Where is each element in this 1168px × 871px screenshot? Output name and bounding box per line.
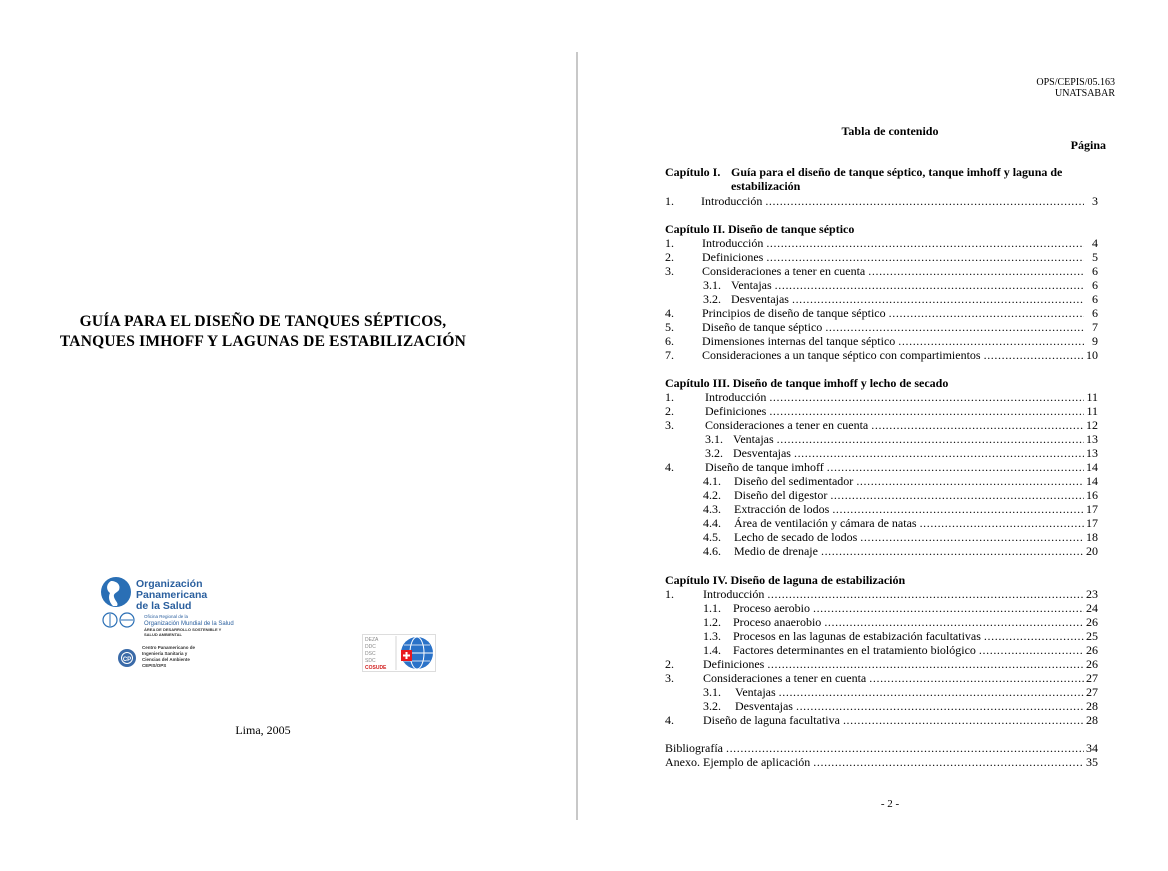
cover-place-date: Lima, 2005 bbox=[235, 723, 291, 737]
toc-entry[interactable]: 4.3. Extracción de lodos ..... 17 bbox=[665, 502, 1098, 516]
page-number: - 2 - bbox=[880, 798, 900, 810]
toc-entry[interactable]: 1.1. Proceso aerobio ..... 24 bbox=[665, 601, 1098, 615]
toc-entry[interactable]: 4. Diseño de tanque imhoff ..... 14 bbox=[665, 460, 1098, 474]
americas-globe-icon bbox=[101, 577, 131, 607]
cepis-line-4: CEPIS/OPS bbox=[142, 663, 167, 668]
toc-entry[interactable]: 5. Diseño de tanque séptico ..... 7 bbox=[665, 320, 1098, 334]
toc-entry[interactable]: 2. Definiciones ..... 5 bbox=[665, 250, 1098, 264]
toc-entry[interactable]: 3.1. Ventajas ..... 13 bbox=[665, 432, 1098, 446]
cover-title bbox=[40, 312, 486, 352]
doc-unit: UNATSABAR bbox=[1054, 88, 1115, 99]
cosude-line-3: DSC bbox=[365, 651, 376, 657]
toc-entry[interactable] bbox=[665, 194, 1098, 208]
cover-title-line-2: TANQUES IMHOFF Y LAGUNAS DE ESTABILIZACIÓN bbox=[59, 333, 467, 350]
cepis-seal-icon bbox=[118, 649, 136, 667]
ops-sub-line-1: Oficina Regional de la bbox=[144, 614, 189, 619]
cepis-line-1: Centro Panamericano de bbox=[142, 645, 196, 650]
cover-title-line-1: GUÍA PARA EL DISEÑO DE TANQUES SÉPTICOS, bbox=[79, 313, 447, 330]
ops-sub-line-2: Organización Mundial de la Salud bbox=[144, 621, 234, 627]
toc-entry[interactable]: 4.4. Área de ventilación y cámara de natas ..... 17 bbox=[665, 516, 1098, 530]
toc-entry[interactable]: 4.1. Diseño del sedimentador ..... 14 bbox=[665, 474, 1098, 488]
cosude-logo bbox=[362, 634, 436, 672]
toc-entry[interactable]: 3.1. Ventajas ..... 27 bbox=[665, 685, 1098, 699]
ops-name-line-3: de la Salud bbox=[136, 600, 192, 612]
ops-logo bbox=[100, 576, 250, 672]
ops-area-line-2: SALUD AMBIENTAL bbox=[144, 632, 182, 637]
toc-page-header: Página bbox=[1070, 138, 1106, 152]
toc-entry[interactable]: 4.5. Lecho de secado de lodos ..... 18 bbox=[665, 530, 1098, 544]
toc-entry[interactable]: 3. Consideraciones a tener en cuenta ..... 12 bbox=[665, 418, 1098, 432]
toc-title: Tabla de contenido bbox=[841, 124, 939, 138]
toc-entry[interactable]: 3.2. Desventajas ..... 6 bbox=[665, 292, 1098, 306]
page-divider bbox=[576, 52, 578, 820]
toc-entry[interactable]: 2. Definiciones ..... 11 bbox=[665, 404, 1098, 418]
toc-entry[interactable]: 3.2. Desventajas ..... 28 bbox=[665, 699, 1098, 713]
ops-area-line-1: ÁREA DE DESARROLLO SOSTENIBLE Y bbox=[144, 627, 222, 632]
chapter-1-title-line-2: estabilización bbox=[731, 179, 801, 193]
cosude-line-4: SDC bbox=[365, 658, 376, 664]
toc-entry[interactable]: 4. Principios de diseño de tanque séptico ..... 6 bbox=[665, 306, 1098, 320]
chapter-1-heading bbox=[665, 165, 1085, 193]
cosude-line-2: DDC bbox=[365, 644, 376, 650]
toc-entry[interactable]: 1.4. Factores determinantes en el tratamiento biológico ..... 26 bbox=[665, 643, 1098, 657]
toc-entry[interactable]: 1. Introducción ..... 11 bbox=[665, 390, 1098, 404]
toc-entry[interactable]: 2. Definiciones ..... 26 bbox=[665, 657, 1098, 671]
chapter-1-number: Capítulo I. bbox=[665, 165, 721, 179]
toc-entry[interactable]: 7. Consideraciones a un tanque séptico con compartimientos ..... 10 bbox=[665, 348, 1098, 362]
swiss-globe-icon bbox=[401, 637, 433, 669]
cosude-line-1: DEZA bbox=[365, 637, 379, 643]
ops-name-line-2: Panamericana bbox=[136, 589, 208, 601]
cepis-line-3: Ciencias del Ambiente bbox=[142, 657, 190, 662]
chapter-1-title-line-1: Guía para el diseño de tanque séptico, tanque imhoff y laguna de bbox=[731, 165, 1063, 179]
toc-entry[interactable]: 1. Introducción ..... 23 bbox=[665, 587, 1098, 601]
ops-name-line-1: Organización bbox=[136, 578, 203, 590]
toc-entry[interactable]: 3. Consideraciones a tener en cuenta ..... 27 bbox=[665, 671, 1098, 685]
toc-entry[interactable]: 4.6. Medio de drenaje ..... 20 bbox=[665, 544, 1098, 558]
chapter-4-heading: Capítulo IV. Diseño de laguna de estabilización bbox=[665, 573, 906, 587]
toc-entry[interactable]: 1.2. Proceso anaerobio ..... 26 bbox=[665, 615, 1098, 629]
entry-number: 1. bbox=[665, 194, 674, 208]
toc-entry[interactable]: 3.1. Ventajas ..... 6 bbox=[665, 278, 1098, 292]
toc-entry[interactable]: 4. Diseño de laguna facultativa ..... 28 bbox=[665, 713, 1098, 727]
toc-entry[interactable]: 3. Consideraciones a tener en cuenta ..... 6 bbox=[665, 264, 1098, 278]
who-emblem-icon bbox=[103, 613, 134, 627]
toc-entry[interactable]: 4.2. Diseño del digestor ..... 16 bbox=[665, 488, 1098, 502]
entry-label: Introducción bbox=[701, 194, 763, 208]
toc-entry[interactable]: 6. Dimensiones internas del tanque séptico ..... 9 bbox=[665, 334, 1098, 348]
toc-entry[interactable]: 1.3. Procesos en las lagunas de estabización facultativas ..... 25 bbox=[665, 629, 1098, 643]
document-reference bbox=[1036, 77, 1115, 99]
cosude-line-5: COSUDE bbox=[365, 665, 387, 671]
entry-page: 3 bbox=[1092, 194, 1098, 208]
chapter-2-heading: Capítulo II. Diseño de tanque séptico bbox=[665, 222, 855, 236]
chapter-3-heading: Capítulo III. Diseño de tanque imhoff y lecho de secado bbox=[665, 376, 949, 390]
toc-entry[interactable]: 3.2. Desventajas ..... 13 bbox=[665, 446, 1098, 460]
toc-entry-annex[interactable]: Anexo. Ejemplo de aplicación ..... 35 bbox=[665, 755, 1098, 769]
svg-text:CP: CP bbox=[122, 657, 132, 663]
toc-entry-bibliography[interactable]: Bibliografía ..... 34 bbox=[665, 741, 1098, 755]
cepis-line-2: Ingeniería Sanitaria y bbox=[142, 651, 188, 656]
doc-code: OPS/CEPIS/05.163 bbox=[1036, 77, 1115, 88]
toc-entry[interactable]: 1. Introducción ..... 4 bbox=[665, 236, 1098, 250]
